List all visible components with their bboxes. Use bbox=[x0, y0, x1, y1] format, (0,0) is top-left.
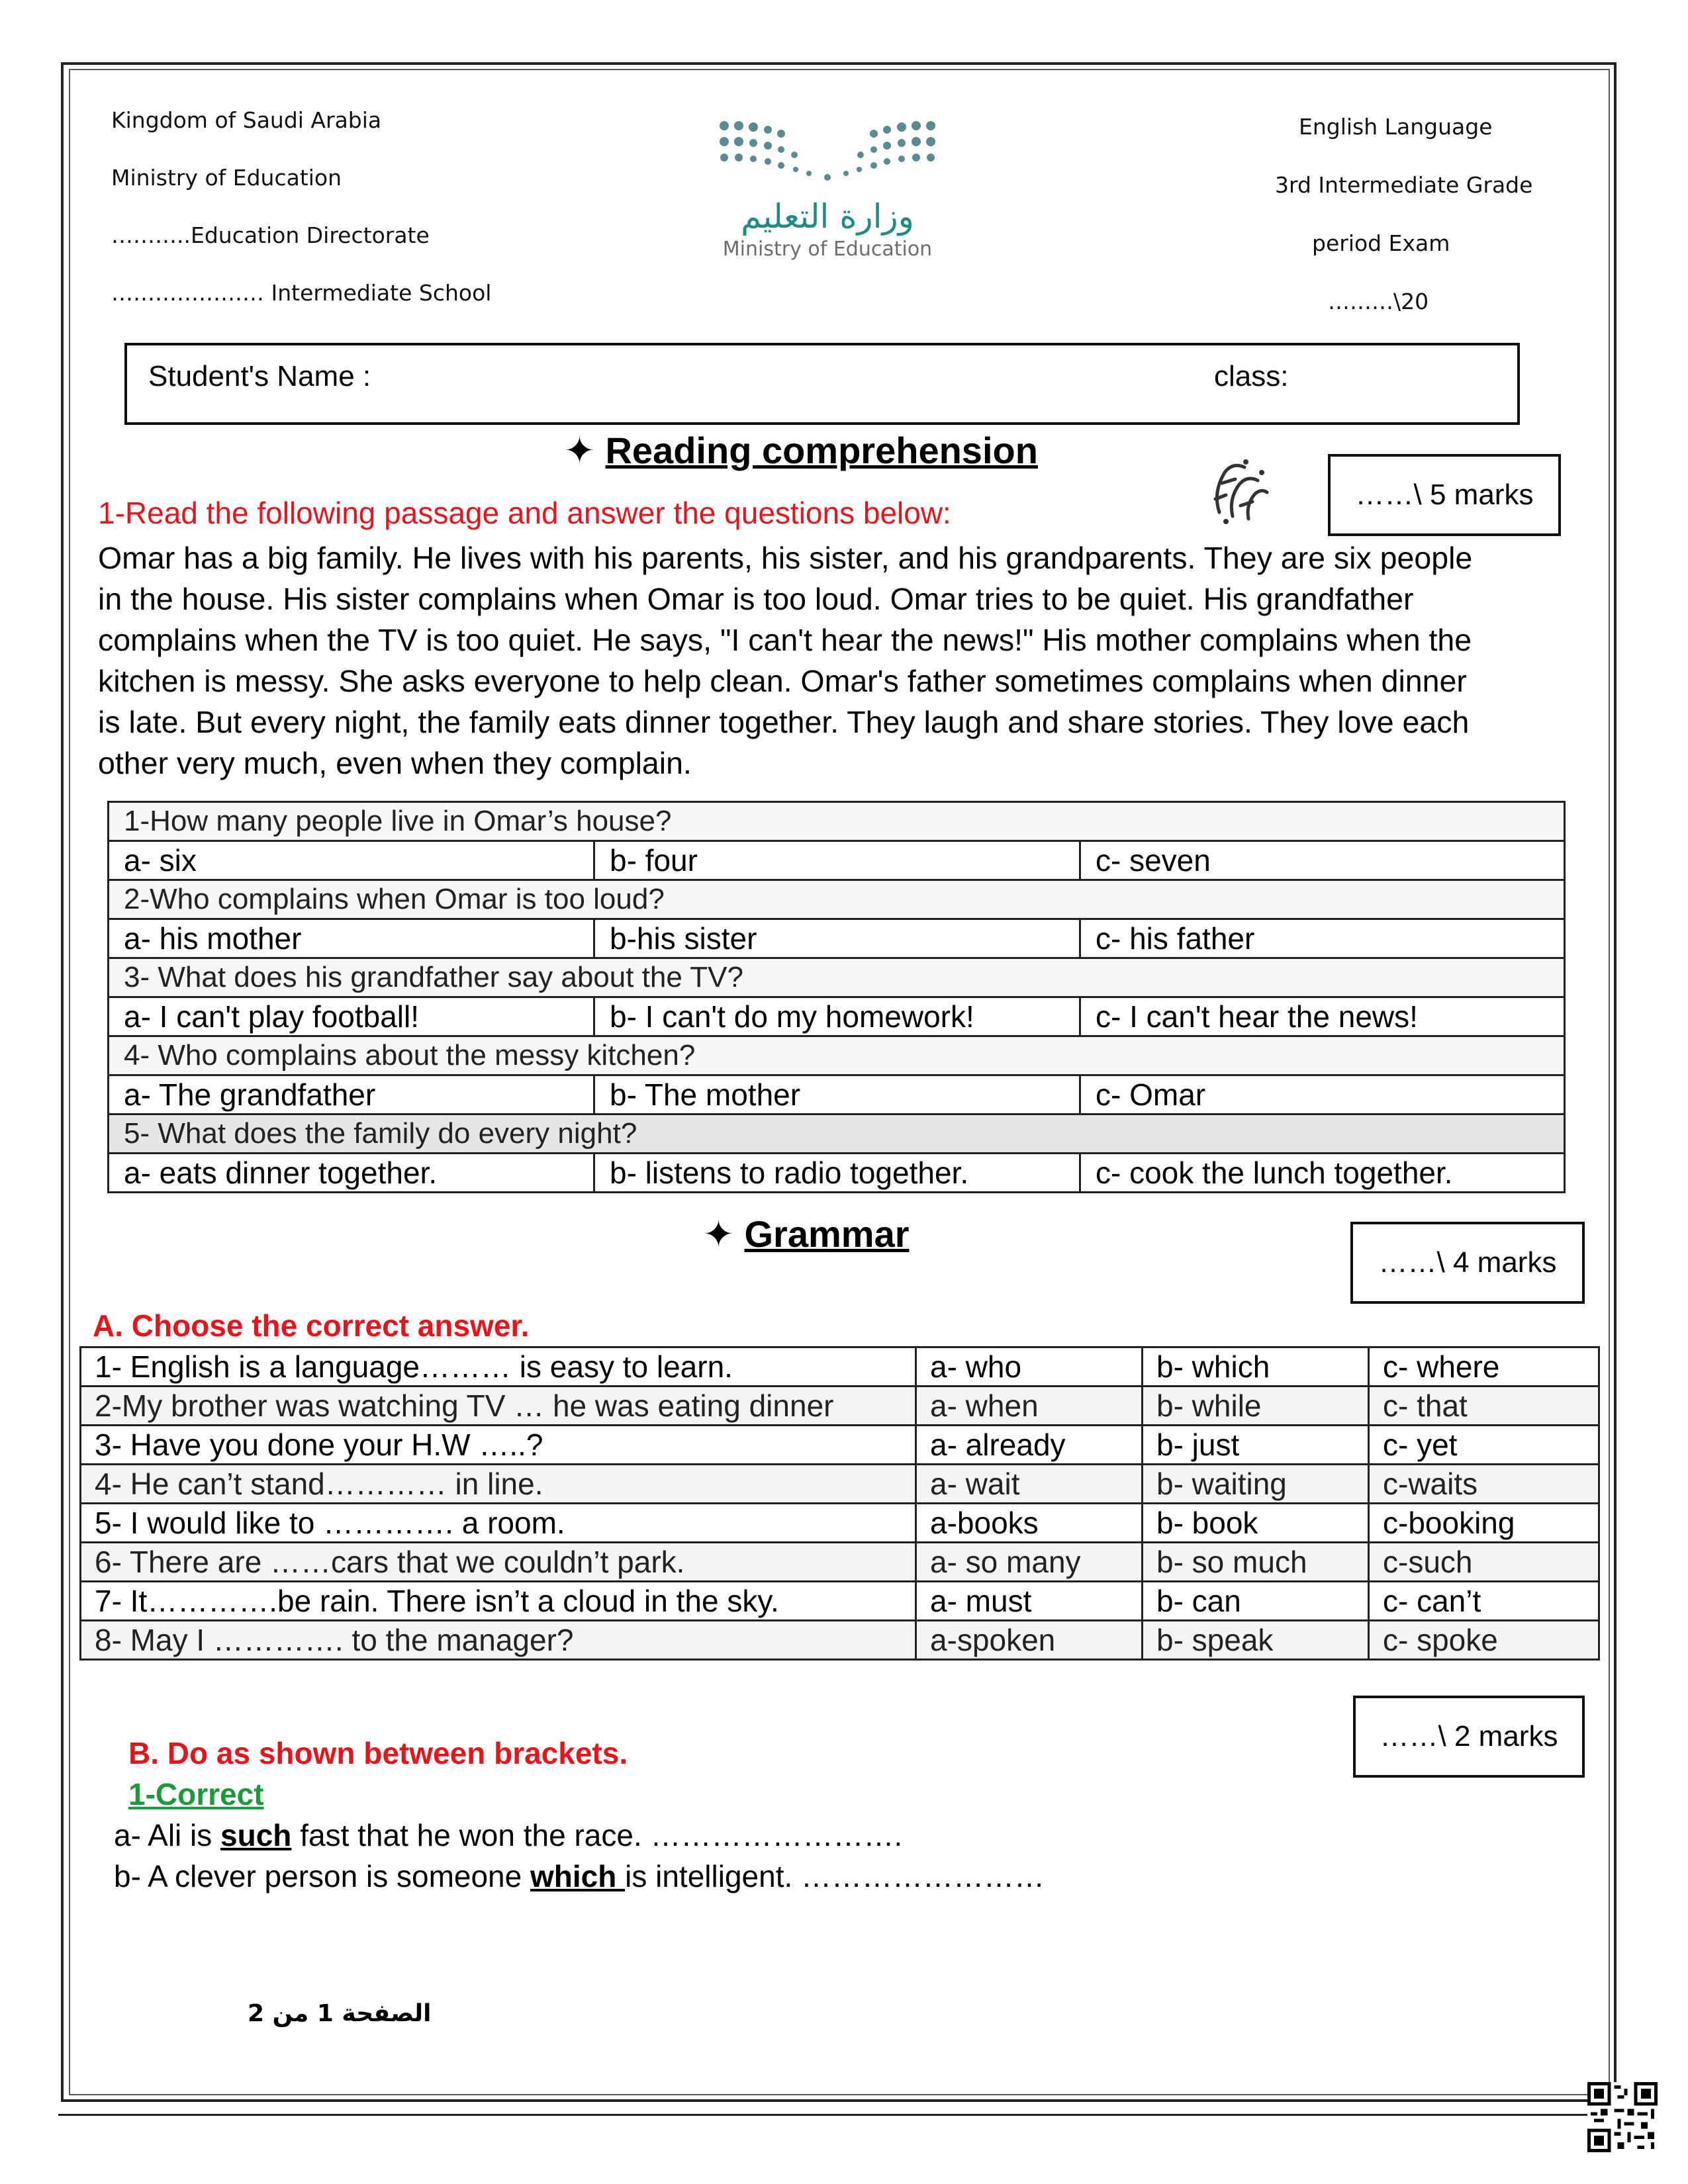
header-school: ………………… Intermediate School bbox=[111, 280, 492, 306]
option-a[interactable]: a- eats dinner together. bbox=[109, 1154, 594, 1193]
grammar-question: 2-My brother was watching TV … he was eating dinner bbox=[81, 1387, 916, 1426]
grammar-instruction-a: A. Choose the correct answer. bbox=[93, 1308, 530, 1343]
table-row bbox=[109, 1075, 1565, 1115]
option-b[interactable]: b- four bbox=[594, 841, 1080, 880]
question-text: 4- Who complains about the messy kitchen? bbox=[109, 1036, 1565, 1075]
option-c[interactable]: c- cook the lunch together. bbox=[1080, 1154, 1565, 1193]
table-row bbox=[81, 1543, 1599, 1582]
item-a-suffix[interactable]: fast that he won the race. ……………………. bbox=[291, 1818, 903, 1852]
option-c[interactable]: c- Omar bbox=[1080, 1075, 1565, 1115]
table-row bbox=[109, 1036, 1565, 1075]
passage-line: kitchen is messy. She asks everyone to help clean. Omar's father sometimes complains when dinner bbox=[98, 664, 1467, 698]
option-b[interactable]: b- which bbox=[1143, 1347, 1369, 1387]
option-c[interactable]: c- his father bbox=[1080, 919, 1565, 958]
passage-line: other very much, even when they complain. bbox=[98, 746, 692, 780]
table-row bbox=[109, 958, 1565, 997]
option-c[interactable]: c- where bbox=[1369, 1347, 1599, 1387]
table-row bbox=[81, 1465, 1599, 1504]
option-b[interactable]: b- I can't do my homework! bbox=[594, 997, 1080, 1036]
option-b[interactable]: b- can bbox=[1143, 1582, 1369, 1621]
option-b[interactable]: b- just bbox=[1143, 1426, 1369, 1465]
table-row bbox=[109, 1154, 1565, 1193]
table-row bbox=[109, 1115, 1565, 1154]
table-row bbox=[81, 1504, 1599, 1543]
footer-line bbox=[58, 2114, 1620, 2116]
option-a[interactable]: a- so many bbox=[916, 1543, 1143, 1582]
page-number: الصفحة 1 من 2 bbox=[248, 2000, 432, 2027]
option-c[interactable]: c- that bbox=[1369, 1387, 1599, 1426]
option-c[interactable]: c-such bbox=[1369, 1543, 1599, 1582]
grammar-instruction-b: B. Do as shown between brackets. bbox=[128, 1736, 628, 1770]
option-b[interactable]: b- so much bbox=[1143, 1543, 1369, 1582]
option-c[interactable]: c- yet bbox=[1369, 1426, 1599, 1465]
logo-arabic-text: وزارة التعليم bbox=[741, 197, 914, 236]
grammar-table bbox=[79, 1346, 1600, 1661]
calligraphy-seal-icon bbox=[1206, 453, 1272, 525]
table-row bbox=[81, 1426, 1599, 1465]
table-row bbox=[109, 919, 1565, 958]
option-b[interactable]: b- while bbox=[1143, 1387, 1369, 1426]
item-b-prefix: b- A clever person is someone bbox=[114, 1859, 530, 1893]
grammar-title-text: Grammar bbox=[744, 1213, 910, 1255]
table-row bbox=[81, 1387, 1599, 1426]
reading-instruction: 1-Read the following passage and answer the questions below: bbox=[98, 496, 951, 530]
option-a[interactable]: a- wait bbox=[916, 1465, 1143, 1504]
table-row bbox=[109, 841, 1565, 880]
grammar-marks-box: ……\ 4 marks bbox=[1350, 1222, 1585, 1304]
option-a[interactable]: a- six bbox=[109, 841, 594, 880]
option-c[interactable]: c- seven bbox=[1080, 841, 1565, 880]
option-c[interactable]: c-waits bbox=[1369, 1465, 1599, 1504]
option-a[interactable]: a- who bbox=[916, 1347, 1143, 1387]
passage-line: Omar has a big family. He lives with his parents, his sister, and his grandparents. They are six people bbox=[98, 541, 1473, 575]
correct-label: 1-Correct bbox=[128, 1777, 264, 1811]
question-text: 3- What does his grandfather say about the TV? bbox=[109, 958, 1565, 997]
grammar-question: 6- There are ……cars that we couldn’t park. bbox=[81, 1543, 916, 1582]
item-b-keyword: which bbox=[530, 1859, 626, 1893]
item-a-keyword: such bbox=[220, 1818, 292, 1852]
option-a[interactable]: a- The grandfather bbox=[109, 1075, 594, 1115]
grammar-question: 8- May I …………. to the manager? bbox=[81, 1621, 916, 1660]
header-exam: period Exam bbox=[1312, 230, 1450, 256]
grammar-question: 1- English is a language……… is easy to learn. bbox=[81, 1347, 916, 1387]
header-score: ………\20 bbox=[1328, 289, 1429, 314]
grammar-question: 5- I would like to …………. a room. bbox=[81, 1504, 916, 1543]
option-a[interactable]: a- when bbox=[916, 1387, 1143, 1426]
header-grade: 3rd Intermediate Grade bbox=[1275, 172, 1533, 198]
option-c[interactable]: c- spoke bbox=[1369, 1621, 1599, 1660]
option-a[interactable]: a-spoken bbox=[916, 1621, 1143, 1660]
header-directorate: ………..Education Directorate bbox=[111, 222, 430, 248]
star-icon: ✦ bbox=[564, 430, 595, 471]
passage-line: in the house. His sister complains when Omar is too loud. Omar tries to be quiet. His grandfather bbox=[98, 582, 1414, 616]
option-c[interactable]: c- can’t bbox=[1369, 1582, 1599, 1621]
reading-questions-table bbox=[107, 801, 1566, 1193]
correct-item-b bbox=[114, 1858, 1045, 1894]
table-row bbox=[109, 880, 1565, 919]
option-c[interactable]: c- I can't hear the news! bbox=[1080, 997, 1565, 1036]
option-b[interactable]: b- waiting bbox=[1143, 1465, 1369, 1504]
option-a[interactable]: a- his mother bbox=[109, 919, 594, 958]
logo-english-text: Ministry of Education bbox=[722, 238, 933, 261]
option-b[interactable]: b- The mother bbox=[594, 1075, 1080, 1115]
table-row bbox=[109, 997, 1565, 1036]
option-b[interactable]: b- book bbox=[1143, 1504, 1369, 1543]
reading-marks-box: ……\ 5 marks bbox=[1328, 454, 1561, 536]
question-text: 2-Who complains when Omar is too loud? bbox=[109, 880, 1565, 919]
question-text: 5- What does the family do every night? bbox=[109, 1115, 1565, 1154]
table-row bbox=[81, 1621, 1599, 1660]
header-subject: English Language bbox=[1299, 114, 1493, 140]
student-info-box bbox=[124, 343, 1520, 425]
reading-title bbox=[564, 429, 1038, 473]
option-a[interactable]: a- I can't play football! bbox=[109, 997, 594, 1036]
passage-line: complains when the TV is too quiet. He says, "I can't hear the news!" His mother complains when the bbox=[98, 623, 1472, 657]
star-icon: ✦ bbox=[703, 1213, 734, 1255]
question-text: 1-How many people live in Omar’s house? bbox=[109, 802, 1565, 841]
logo-dots-icon bbox=[715, 116, 940, 183]
option-c[interactable]: c-booking bbox=[1369, 1504, 1599, 1543]
qr-code-icon bbox=[1587, 2082, 1658, 2152]
grammar-title bbox=[703, 1212, 910, 1256]
option-a[interactable]: a- must bbox=[916, 1582, 1143, 1621]
option-b[interactable]: b-his sister bbox=[594, 919, 1080, 958]
grammar-question: 4- He can’t stand………… in line. bbox=[81, 1465, 916, 1504]
item-a-prefix: a- Ali is bbox=[114, 1818, 221, 1852]
class-label: class: bbox=[1214, 360, 1289, 392]
grammar-question: 7- It………….be rain. There isn’t a cloud in the sky. bbox=[81, 1582, 916, 1621]
table-row bbox=[81, 1347, 1599, 1387]
student-name-label: Student's Name : bbox=[148, 360, 371, 392]
header-ministry: Ministry of Education bbox=[111, 165, 342, 191]
correct-item-a bbox=[114, 1817, 902, 1853]
section-b-marks-box: ……\ 2 marks bbox=[1353, 1696, 1585, 1778]
option-b[interactable]: b- listens to radio together. bbox=[594, 1154, 1080, 1193]
option-a[interactable]: a-books bbox=[916, 1504, 1143, 1543]
grammar-question: 3- Have you done your H.W …..? bbox=[81, 1426, 916, 1465]
reading-passage bbox=[98, 537, 1587, 784]
option-b[interactable]: b- speak bbox=[1143, 1621, 1369, 1660]
option-a[interactable]: a- already bbox=[916, 1426, 1143, 1465]
item-b-suffix[interactable]: is intelligent. …………………… bbox=[625, 1859, 1045, 1893]
ministry-logo bbox=[715, 116, 940, 282]
reading-title-text: Reading comprehension bbox=[605, 430, 1038, 471]
header-country: Kingdom of Saudi Arabia bbox=[111, 107, 382, 133]
table-row bbox=[109, 802, 1565, 841]
passage-line: is late. But every night, the family eats dinner together. They laugh and share stories. They love each bbox=[98, 705, 1470, 739]
table-row bbox=[81, 1582, 1599, 1621]
